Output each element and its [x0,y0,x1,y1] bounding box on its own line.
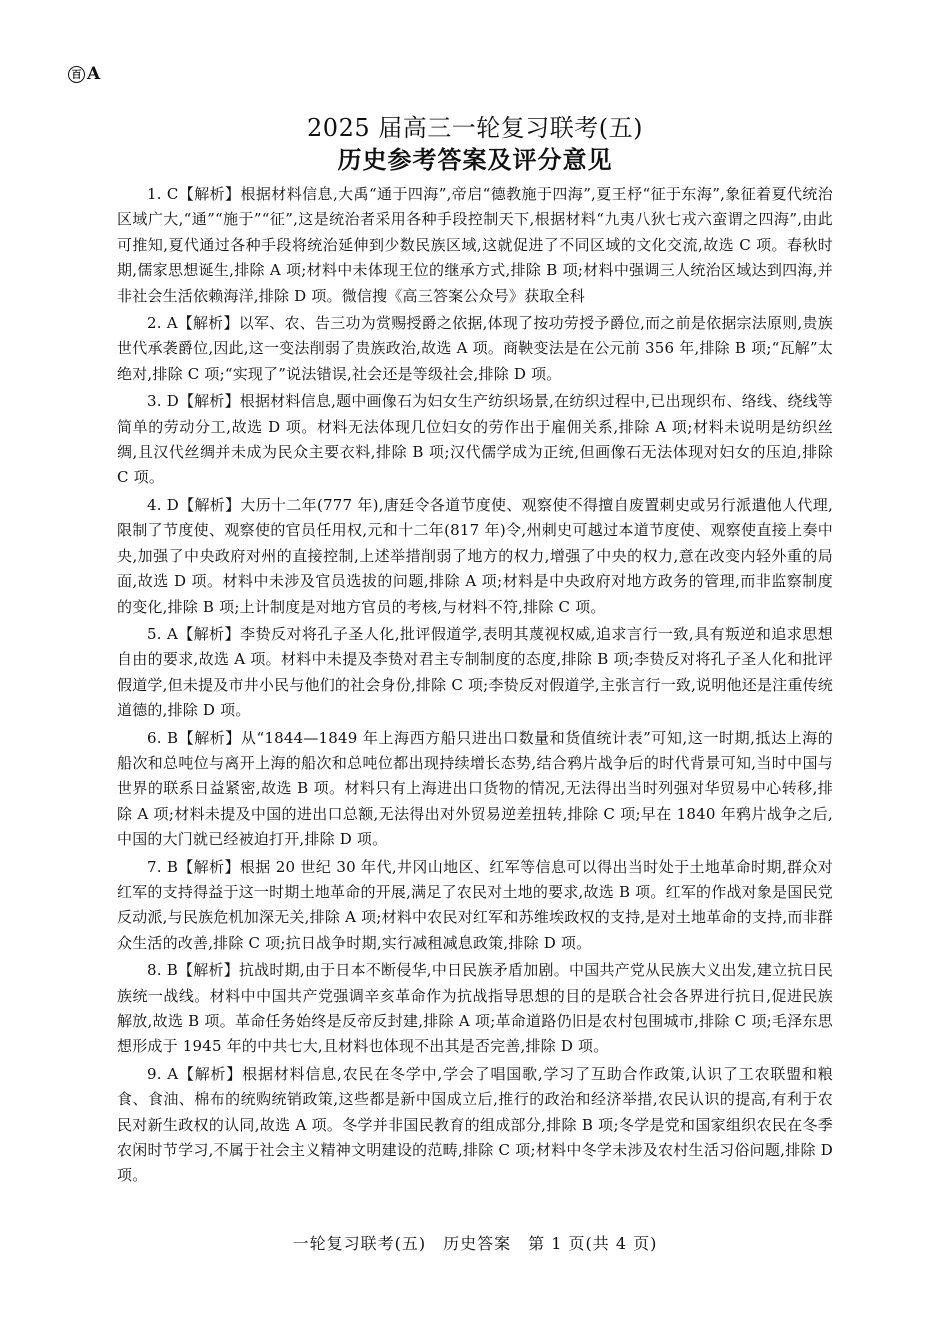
answer-item-9: 9. A【解析】根据材料信息,农民在冬学中,学会了唱国歌,学习了互助合作政策,认识了工农联盟和粮食、食油、棉布的统购统销政策,这些都是新中国成立后,推行的政治和经济举措,农民认识的提高,有利于农民对新生政权的认同,故选 A 项。冬学并非国民教育的组成部分,排除 B 项;冬学是党和国家组织农民在冬季农闲时节学习,不属于社会主义精神文明建设的范畴,排除 C 项;材料中冬学未涉及农村生活习俗问题,排除 D 项。 [117,1064,833,1185]
answer-item-8: 8. B【解析】抗战时期,由于日本不断侵华,中日民族矛盾加剧。中国共产党从民族大义出发,建立抗日民族统一战线。材料中中国共产党强调辛亥革命作为抗战指导思想的目的是联合社会各界进行抗日,促进民族解放,故选 B 项。革命任务始终是反帝反封建,排除 A 项;革命道路仍旧是农村包围城市,排除 C 项;毛泽东思想形成于 1945 年的中共七大,且材料也体现不出其是否完善,排除 D 项。 [117,961,833,1056]
answer-item-1: 1. C【解析】根据材料信息,大禹“通于四海”,帝启“德教施于四海”,夏王杼“征于东海”,象征着夏代统治区域广大,“通”“施于”“征”,这是统治者采用各种手段控制天下,根据材料“九夷八狄七戎六蛮谓之四海”,由此可推知,夏代通过各种手段将统治延伸到少数民族区域,这就促进了不同区域的文化交流,故选 C 项。春秋时期,儒家思想诞生,排除 A 项;材料中未体现王位的继承方式,排除 B 项;材料中强调三人统治区域达到四海,并非社会生活依赖海洋,排除 D 项。微信搜《高三答案公众号》获取全科 [117,185,833,305]
badge-letter: A [87,64,101,84]
exam-badge [68,66,100,83]
document-subtitle: 历史参考答案及评分意见 [337,145,613,174]
answer-item-4: 4. D【解析】大历十二年(777 年),唐廷令各道节度使、观察使不得擅自废置刺史或另行派遣他人代理,限制了节度使、观察使的官员任用权,元和十二年(817 年)令,州刺史可越过本道节度使、观察使直接上奏中央,加强了中央政府对州的直接控制,上述举措削弱了地方的权力,增强了中央的权力,意在改变内轻外重的局面,故选 D 项。材料中未涉及官员选拔的问题,排除 A 项;材料是中央政府对地方政务的管理,而非监察制度的变化,排除 B 项;上计制度是对地方官员的考核,与材料不符,排除 C 项。 [117,495,833,616]
answer-item-6: 6. B【解析】从“1844—1849 年上海西方船只进出口数量和货值统计表”可知,这一时期,抵达上海的船次和总吨位与离开上海的船次和总吨位都出现持续增长态势,结合鸦片战争后的时代背景可知,当时中国与世界的联系日益紧密,故选 B 项。材料只有上海进出口货物的情况,无法得出当时列强对华贸易中心转移,排除 A 项;材料未提及中国的进出口总额,无法得出对外贸易逆差扭转,排除 C 项;早在 1840 年鸦片战争之后,中国的大门就已经被迫打开,排除 D 项。 [117,728,833,849]
page-footer: 一轮复习联考(五) 历史答案 第 1 页(共 4 页) [292,1234,658,1253]
badge-circle-mark: 百 [68,66,85,83]
answer-item-7: 7. B【解析】根据 20 世纪 30 年代,井冈山地区、红军等信息可以得出当时处于土地革命时期,群众对红军的支持得益于这一时期土地革命的开展,满足了农民对土地的要求,故选 B 项。红军的作战对象是国民党反动派,与民族危机加深无关,排除 A 项;材料中农民对红军和苏维埃政权的支持,是对土地革命的支持,而非群众生活的改善,排除 C 项;抗日战争时期,实行减租减息政策,排除 D 项。 [117,857,833,952]
answer-item-2: 2. A【解析】以军、农、告三功为赏赐授爵之依据,体现了按功劳授予爵位,而之前是依据宗法原则,贵族世代承袭爵位,因此,这一变法削弱了贵族政治,故选 A 项。商鞅变法是在公元前 356 年,排除 B 项;“瓦解”太绝对,排除 C 项;“实现了”说法错误,社会还是等级社会,排除 D 项。 [117,314,833,383]
answer-item-3: 3. D【解析】根据材料信息,题中画像石为妇女生产纺织场景,在纺织过程中,已出现织布、络线、绕线等简单的劳动分工,故选 D 项。材料无法体现几位妇女的劳作出于雇佣关系,排除 A 项;材料未说明是纺织丝绸,且汉代丝绸并未成为民众主要衣料,排除 B 项;汉代儒学成为正统,但画像石无法体现对妇女的压迫,排除 C 项。 [117,392,833,487]
exam-title: 2025 届高三一轮复习联考(五) [307,114,643,142]
answer-list [117,182,833,1191]
answer-item-5: 5. A【解析】李贽反对将孔子圣人化,批评假道学,表明其蔑视权威,追求言行一致,具有叛逆和追求思想自由的要求,故选 A 项。材料中未提及李贽对君主专制制度的态度,排除 B 项;李贽反对将孔子圣人化和批评假道学,但未提及市井小民与他们的社会身份,排除 C 项;李贽反对假道学,主张言行一致,说明他还是注重传统道德的,排除 D 项。 [117,624,833,720]
